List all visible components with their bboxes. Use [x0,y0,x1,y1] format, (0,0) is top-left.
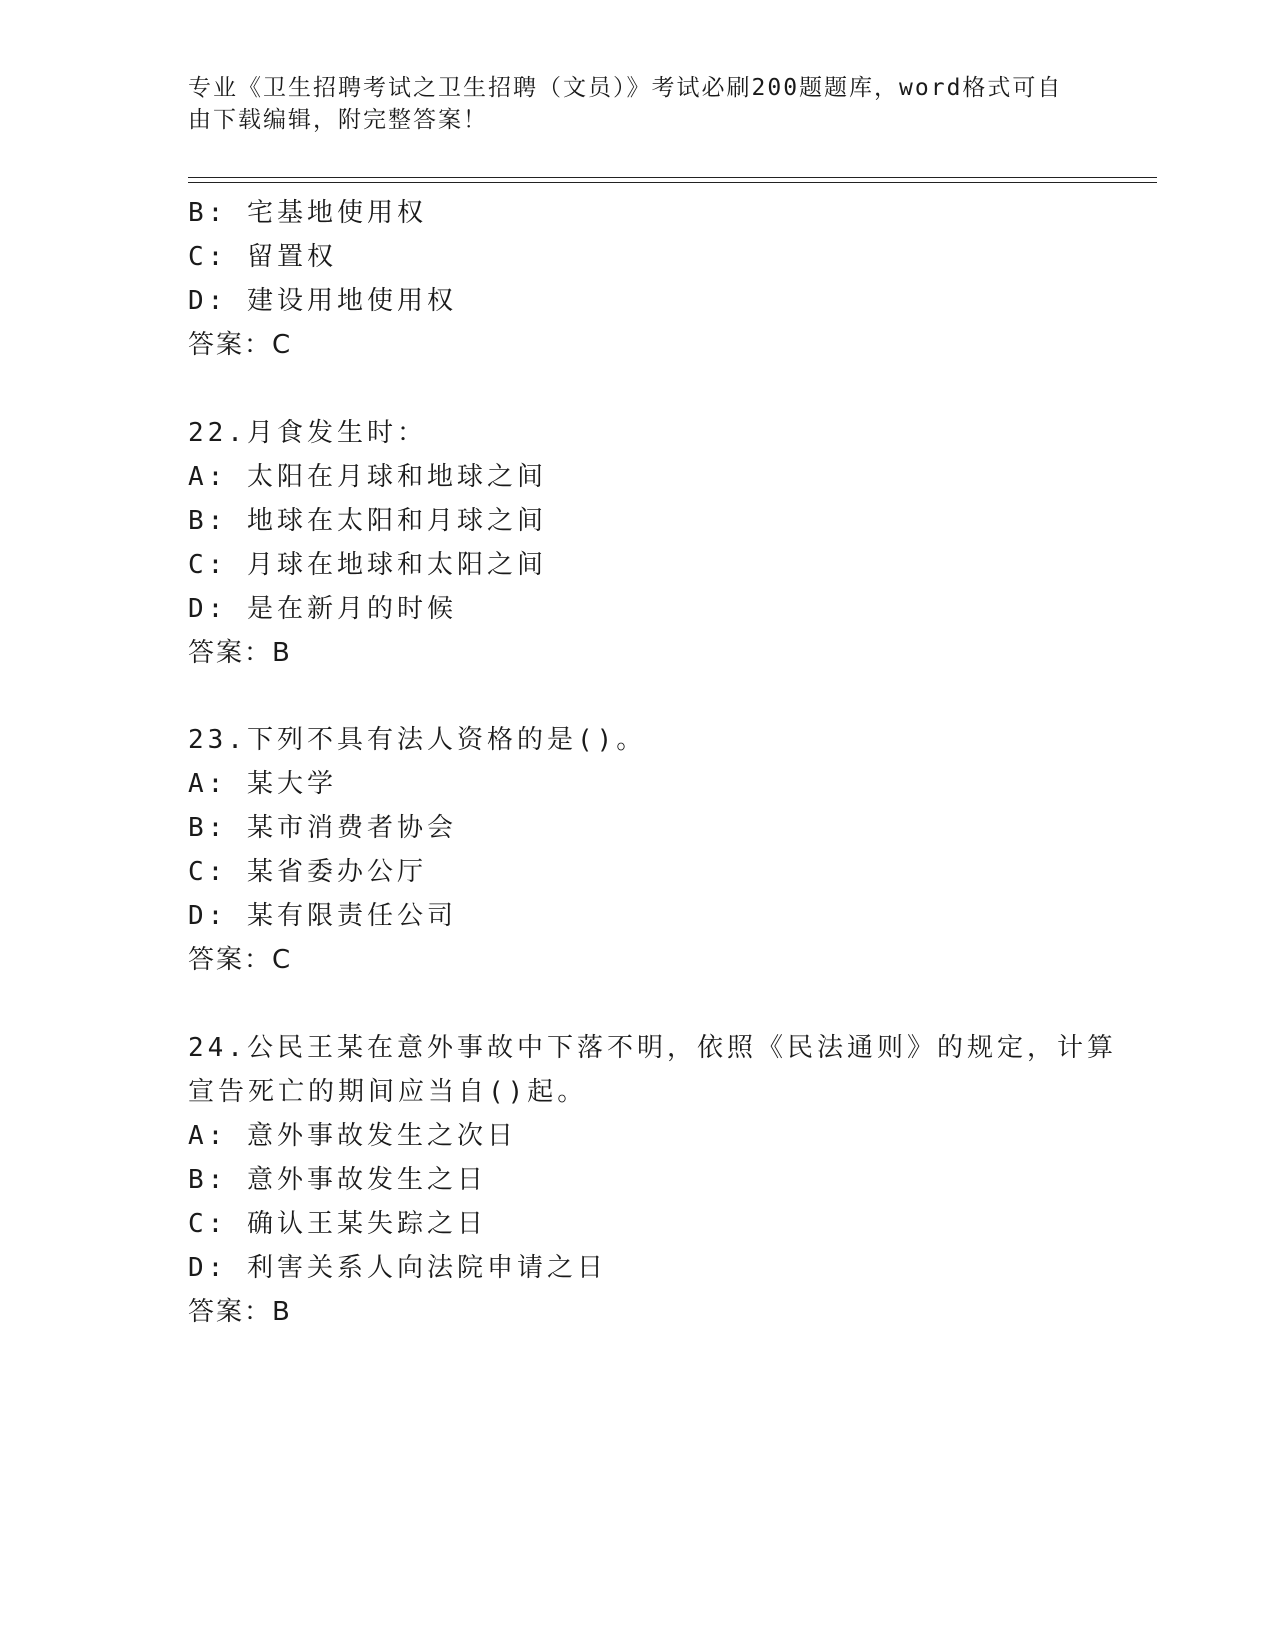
answer: 答案：B [188,638,292,668]
option-c: C: 某省委办公厅 [188,857,427,887]
option-a: A: 意外事故发生之次日 [188,1121,517,1151]
option-c: C: 月球在地球和太阳之间 [188,550,547,580]
answer: 答案：C [188,945,293,975]
answer: 答案：C [188,330,293,360]
option-a: A: 某大学 [188,769,337,799]
header-line-1: 专业《卫生招聘考试之卫生招聘（文员）》考试必刷200题题库，word格式可自 [188,75,1063,101]
option-d: D: 是在新月的时候 [188,594,457,624]
header-divider-bottom [188,182,1157,183]
question-stem-continued: 宣告死亡的期间应当自()起。 [188,1077,588,1107]
option-c: C: 留置权 [188,242,337,272]
option-b: B: 某市消费者协会 [188,813,457,843]
option-d: D: 某有限责任公司 [188,901,457,931]
option-b: B: 地球在太阳和月球之间 [188,506,547,536]
option-b: B: 意外事故发生之日 [188,1165,487,1195]
question-stem: 22.月食发生时： [188,418,427,448]
option-b: B: 宅基地使用权 [188,198,427,228]
document-header [188,72,1088,136]
header-line-2: 由下载编辑，附完整答案！ [188,107,488,133]
question-stem: 23.下列不具有法人资格的是()。 [188,725,647,755]
header-divider-top [188,177,1157,178]
answer: 答案：B [188,1297,292,1327]
option-c: C: 确认王某失踪之日 [188,1209,487,1239]
option-a: A: 太阳在月球和地球之间 [188,462,547,492]
option-d: D: 利害关系人向法院申请之日 [188,1253,607,1283]
option-d: D: 建设用地使用权 [188,286,457,316]
question-stem: 24.公民王某在意外事故中下落不明，依照《民法通则》的规定，计算 [188,1033,1117,1063]
